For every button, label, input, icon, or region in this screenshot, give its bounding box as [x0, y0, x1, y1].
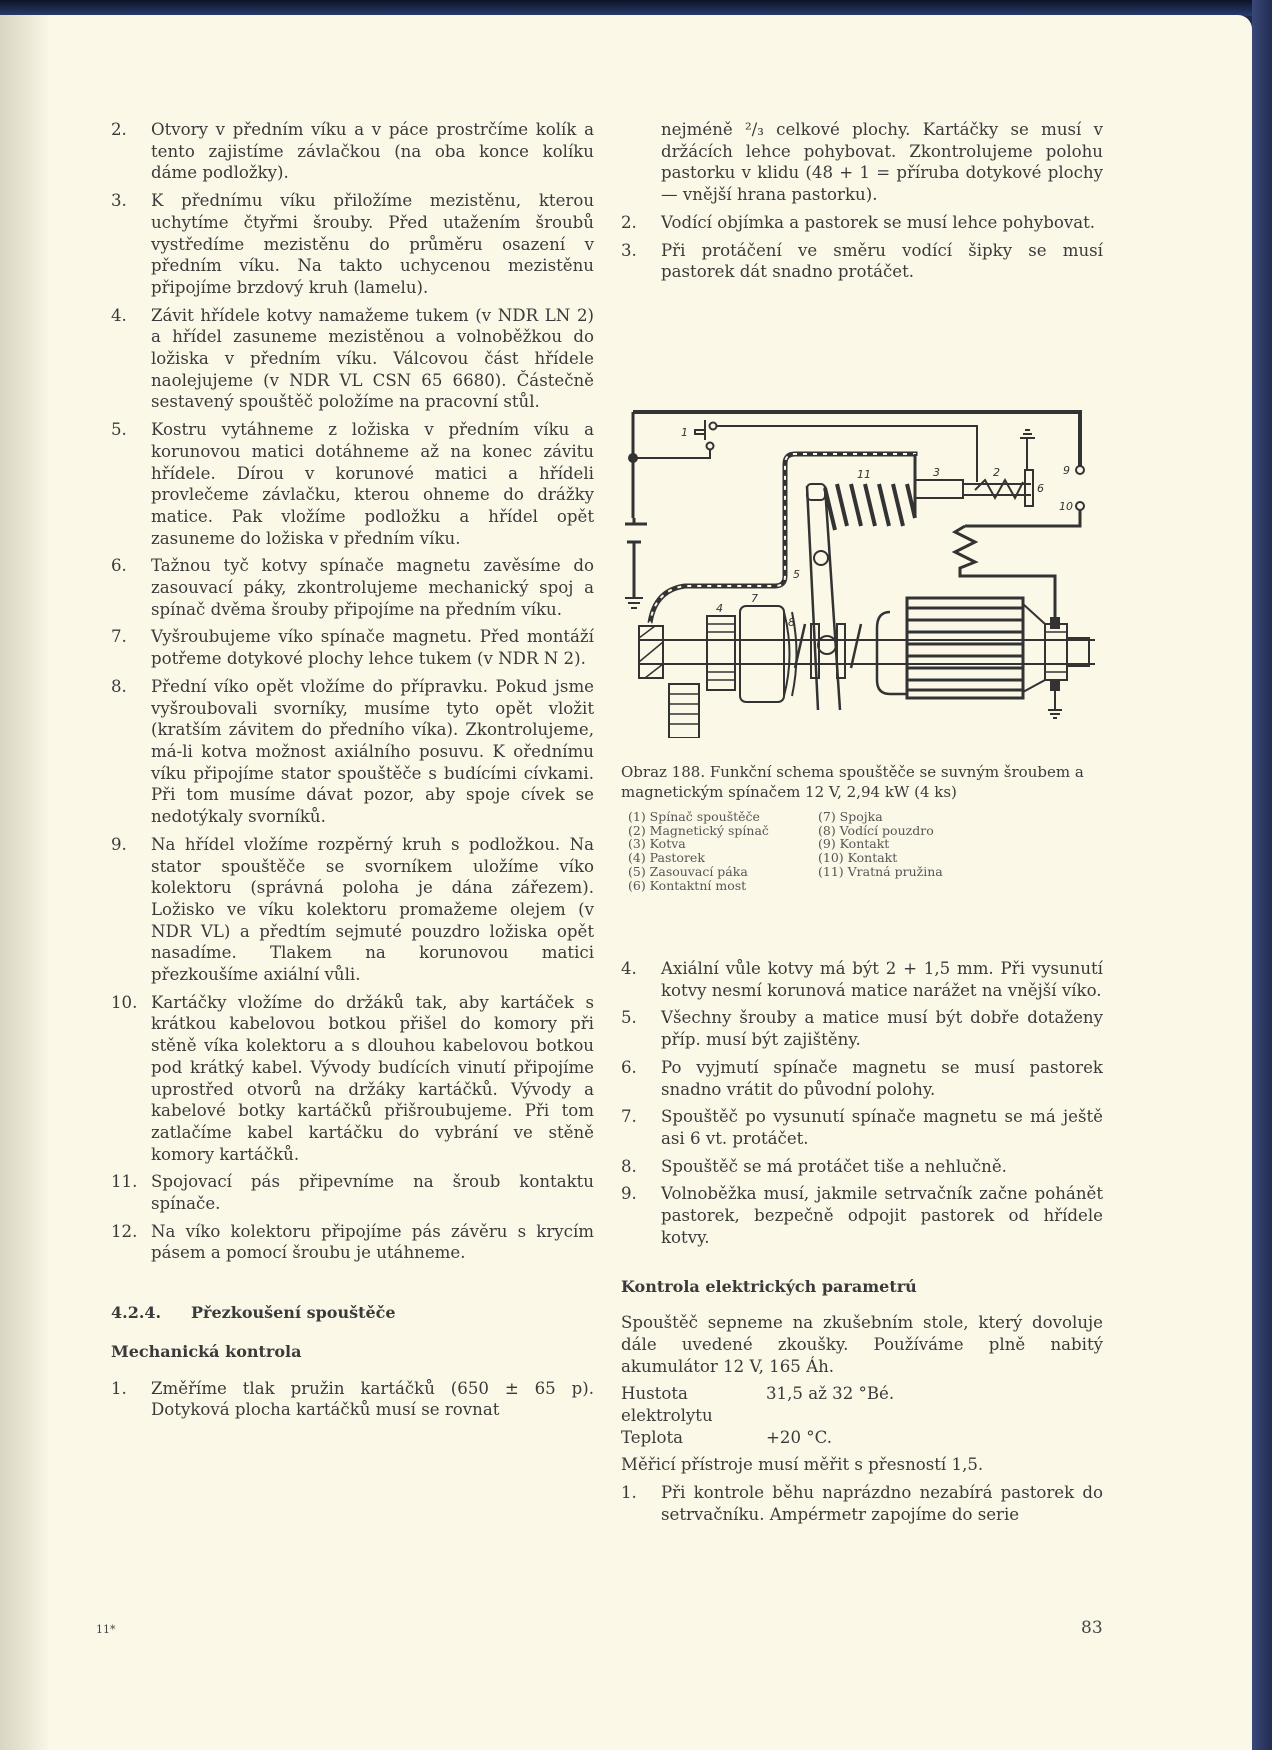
list-item-text: Otvory v předním víku a v páce prostrčíme kolík a tento zajistíme závlačkou (na oba konce kolíku dáme podložky).	[151, 120, 594, 183]
lever-pivot	[814, 551, 828, 565]
list-item	[621, 212, 1103, 234]
list-item	[111, 1171, 594, 1214]
legend-entry: (9) Kontakt	[818, 836, 890, 852]
list-item	[111, 1221, 594, 1264]
shaft-end	[1067, 638, 1089, 666]
list-item-number: 1.	[621, 1483, 637, 1503]
book-cover-right-edge	[1252, 0, 1272, 1750]
density-label: Hustota elektrolytu	[621, 1384, 713, 1425]
list-item-text: Změříme tlak pružin kartáčků (650 ± 65 p). Dotyková plocha kartáčků musí se rovnat	[151, 1378, 594, 1420]
list-item-text: Na hřídel vložíme rozpěrný kruh s podložkou. Na stator spouštěče se svorníkem uložíme víko kolektoru (správná poloha je dána zářezem). Ložisko ve víku kolektoru promažeme olejem (v NDR VL) a předtím sejmuté pouzdro ložiska opět nasadíme. Tlakem na korunovou matici přezkoušíme axiální vůli.	[151, 834, 594, 985]
switch-1	[695, 420, 705, 440]
signature-mark: 11*	[96, 1623, 116, 1636]
list-item	[111, 190, 594, 299]
brush-top	[1051, 618, 1059, 628]
diagram-label-1: 1	[681, 426, 688, 439]
switch-contact-a	[707, 443, 714, 450]
accuracy-text: Měřicí přístroje musí měřit s přesností 1,5.	[621, 1455, 984, 1475]
rotor-endcap	[877, 612, 907, 694]
density-row	[621, 1383, 1103, 1426]
rotor-laminations	[907, 608, 1023, 690]
flywheel-ring-gear	[669, 684, 699, 738]
return-spring-11	[825, 484, 915, 530]
list-item	[111, 626, 594, 669]
section-number: 4.2.4.	[111, 1303, 162, 1323]
list-item-number: 7.	[621, 1107, 637, 1127]
list-item-number: 6.	[621, 1057, 637, 1077]
list-item	[111, 419, 594, 549]
list-item-number: 7.	[111, 627, 127, 647]
list-item	[621, 1156, 1103, 1178]
diagram-label-10: 10	[1059, 500, 1073, 513]
list-item-number: 6.	[111, 556, 127, 576]
ground-right	[1048, 690, 1062, 718]
list-item-text: Tažnou tyč kotvy spínače magnetu zavěsíme do zasouvací páky, zkontrolujeme mechanický spoj a spínač dvěma šrouby připojíme na předním víku.	[151, 556, 594, 619]
list-item	[621, 1007, 1103, 1050]
battery-symbol	[625, 518, 647, 598]
list-item-number: 10.	[111, 992, 138, 1012]
list-item-text: Při protáčení ve směru vodící šipky se musí pastorek dát snadno protáčet.	[661, 240, 1103, 282]
starter-schematic-diagram	[625, 398, 1095, 738]
list-item-text: Spouštěč po vysunutí spínače magnetu se má ještě asi 6 vt. protáčet.	[661, 1107, 1103, 1148]
list-item-text: Kartáčky vložíme do držáků tak, aby kartáček s krátkou kabelovou botkou přišel do komory při stěně víka kolektoru a s dlouhou kabelovou botkou pod krátký kabel. Vývody budících vinutí připojíme uprostřed otvorů na držáky kartáčků. Vývody a kabelové botky kartáčků přišroubujeme. Při tom zatlačíme kabel kartáčku do vybrání ve stěně komory kartáčků.	[151, 992, 594, 1164]
list-item-number: 8.	[621, 1156, 637, 1176]
diagram-label-9: 9	[1063, 464, 1070, 477]
diagram-label-3: 3	[933, 466, 940, 479]
list-item	[621, 1482, 1103, 1525]
temperature-label: Teplota	[621, 1427, 684, 1447]
page-gutter-shadow	[0, 15, 50, 1750]
rotor-taper	[1023, 604, 1045, 692]
left-column	[111, 119, 594, 1427]
list-item	[111, 1378, 594, 1421]
diagram-label-8: 8	[788, 616, 795, 629]
pinion-4	[707, 616, 735, 690]
diagram-label-6: 6	[1037, 482, 1044, 495]
list-item	[621, 240, 1103, 283]
diagram-label-11: 11	[857, 468, 871, 481]
list-item-text: Závit hřídele kotvy namažeme tukem (v NDR LN 2) a hřídel zasuneme mezistěnou a volnoběžkou do ložiska v předním víku. Válcovou část hřídele naolejujeme (v NDR VL CSN 65 6680). Částečně sestavený spouštěč položíme na pracovní stůl.	[151, 305, 594, 412]
list-item-text: Volnoběžka musí, jakmile setrvačník začne pohánět pastorek, bezpečně odpojit pastorek od hřídele kotvy.	[661, 1184, 1103, 1247]
list-item-text: Kostru vytáhneme z ložiska v předním víku a korunovou matici dotáhneme až na konec závitu hřídele. Dírou v korunové matici a hřídeli provlečeme závlačku, kterou ohneme do drážky matice. Pak vložíme podložku a hřídel opět zasuneme do ložiska v předním víku.	[151, 420, 594, 548]
clutch-7	[740, 606, 784, 702]
figure-caption: Obraz 188. Funkční schema spouštěče se suvným šroubem a magnetickým spínačem 12 V, 2,94 kW (4 ks)	[621, 763, 1084, 801]
diagram-label-2: 2	[993, 466, 1000, 479]
figure-legend	[628, 810, 1098, 892]
diagram-label-5: 5	[793, 568, 800, 581]
list-item-number: 12.	[111, 1221, 138, 1241]
legend-entry: (7) Spojka	[818, 809, 883, 824]
legend-entry: (8) Vodící pouzdro	[818, 822, 934, 838]
list-item-text: K přednímu víku přiložíme mezistěnu, kterou uchytíme čtyřmi šrouby. Před utažením šroubů vystředíme mezistěnu do průměru osazení v předním víku. Na takto uchycenou mezistěnu připojíme brzdový kruh (lamelu).	[151, 191, 594, 297]
list-item-number: 9.	[111, 834, 127, 854]
subsection-title-mechanical: Mechanická kontrola	[111, 1341, 302, 1361]
list-item	[111, 305, 594, 414]
right-column-top	[621, 119, 1103, 289]
page-number: 83	[1081, 1618, 1103, 1638]
list-item-text: Při kontrole běhu naprázdno nezabírá pastorek do setrvačníku. Ampérmetr zapojíme do serie	[661, 1483, 1103, 1524]
cable	[650, 454, 915, 623]
temperature-value: +20 °C.	[766, 1427, 832, 1447]
legend-entry: (11) Vratná pružina	[818, 863, 943, 879]
temperature-row	[621, 1427, 1103, 1449]
electrical-intro: Spouštěč sepneme na zkušebním stole, který dovoluje dále uvedené zkoušky. Používáme plně nabitý akumulátor 12 V, 165 Áh.	[621, 1313, 1103, 1376]
list-item	[111, 834, 594, 986]
list-item-number: 11.	[111, 1172, 138, 1192]
list-item	[621, 1106, 1103, 1149]
contact-10	[1076, 502, 1084, 510]
contact-bridge-6	[1025, 470, 1033, 506]
list-item-number: 2.	[111, 120, 127, 139]
section-title: Přezkoušení spouštěče	[191, 1303, 396, 1323]
list-item	[111, 555, 594, 620]
rotor	[907, 598, 1023, 698]
list-item	[111, 992, 594, 1166]
right-column-bottom	[621, 958, 1103, 1531]
list-item-text: Spojovací pás připevníme na šroub kontaktu spínače.	[151, 1172, 594, 1214]
list-item-number: 3.	[111, 191, 127, 211]
legend-entry: (10) Kontakt	[818, 850, 898, 866]
list-item-text: Axiální vůle kotvy má být 2 + 1,5 mm. Při vysunutí kotvy nesmí korunová matice narážet na vnější víko.	[661, 959, 1103, 1000]
legend-entry: (2) Magnetický spínač	[628, 822, 769, 838]
legend-entry: (1) Spínač spouštěče	[628, 809, 760, 824]
list-item-text: Vyšroubujeme víko spínače magnetu. Před montáží potřeme dotykové plochy lehce tukem (v NDR N 2).	[151, 627, 594, 669]
legend-entry: (6) Kontaktní most	[628, 877, 747, 893]
ground-top	[1020, 430, 1035, 470]
list-item-number: 3.	[621, 240, 637, 260]
diagram-label-4: 4	[716, 602, 723, 615]
list-item-text: Spouštěč se má protáčet tiše a nehlučně.	[661, 1156, 1007, 1176]
list-item	[621, 1183, 1103, 1248]
list-item-text: Přední víko opět vložíme do přípravku. Pokud jsme vyšroubovali svorníky, musíme tyto opět vložit (kratším závitem do předního víka). Zkontrolujeme, má-li kotva možnost axiálního posuvu. K ořednímu víku připojíme stator spouštěče s budícími cívkami. Při tom musíme dávat pozor, aby spoje cívek se nedotýkaly svorníků.	[151, 676, 594, 827]
list-item-number: 5.	[111, 420, 127, 440]
list-item	[111, 676, 594, 828]
diagram-label-7: 7	[751, 592, 758, 605]
contact-9	[1076, 466, 1084, 474]
armature-3	[915, 480, 963, 498]
ground-left	[625, 598, 643, 608]
list-item-number: 4.	[621, 959, 637, 978]
legend-entry: (3) Kotva	[628, 836, 686, 852]
list-item-text: Na víko kolektoru připojíme pás závěru s krycím pásem a pomocí šroubu je utáhneme.	[151, 1221, 594, 1263]
list-item-number: 2.	[621, 212, 637, 232]
list-item-text: Vodící objímka a pastorek se musí lehce pohybovat.	[661, 212, 1096, 232]
density-value: 31,5 až 32 °Bé.	[766, 1384, 895, 1404]
switch-wire	[633, 450, 710, 458]
list-item-number: 8.	[111, 676, 127, 696]
list-item-text: Všechny šrouby a matice musí být dobře dotaženy příp. musí být zajištěny.	[661, 1008, 1103, 1050]
list-item-text: Po vyjmutí spínače magnetu se musí pastorek snadno vrátit do původní polohy.	[661, 1057, 1103, 1099]
list-item-number: 4.	[111, 305, 127, 325]
book-cover-top-edge	[0, 0, 1272, 16]
list-item	[621, 958, 1103, 1001]
lever-fork-top	[807, 484, 825, 500]
list-item-number: 1.	[111, 1378, 127, 1398]
list-item	[621, 1057, 1103, 1100]
list-item-number: 9.	[621, 1184, 637, 1204]
legend-entry: (4) Pastorek	[628, 850, 705, 866]
section-heading	[111, 1302, 594, 1324]
legend-entry: (5) Zasouvací páka	[628, 863, 748, 879]
continuation-paragraph: nejméně ²/₃ celkové plochy. Kartáčky se musí v držácích lehce pohybovat. Zkontrolujeme polohu pastorku v klidu (48 + 1 = příruba dotykové plochy — vnější hrana pastorku).	[661, 120, 1103, 205]
list-item	[111, 119, 594, 184]
brush-bottom	[1051, 680, 1059, 690]
switch-contact-b	[710, 423, 717, 430]
guide-sleeve-8	[795, 624, 861, 668]
collar-ball	[818, 636, 836, 654]
subsection-title-electrical: Kontrola elektrických parametrú	[621, 1277, 917, 1297]
list-item-number: 5.	[621, 1008, 637, 1028]
